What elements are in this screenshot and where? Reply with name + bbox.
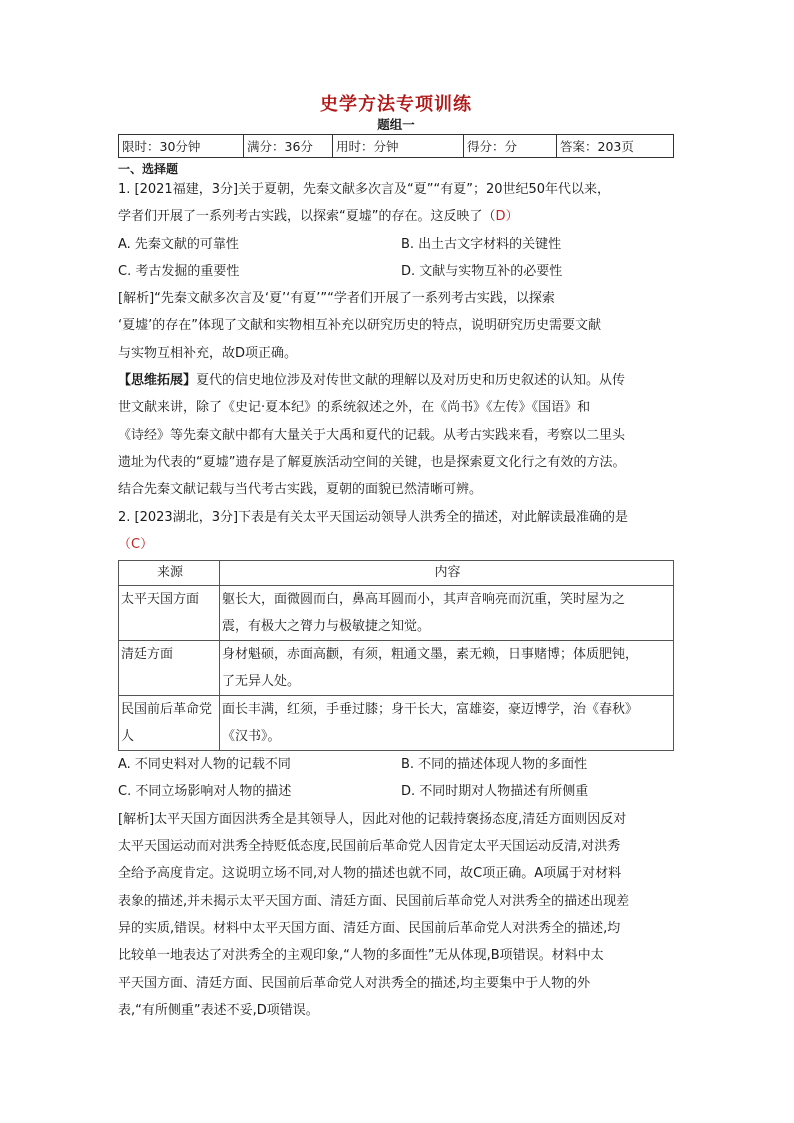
question-1 bbox=[118, 176, 674, 504]
row-source: 清廷方面 bbox=[119, 641, 220, 696]
row-source: 民国前后革命党 人 bbox=[119, 696, 220, 751]
q2-stem-line1: 2. [2023湖北，3分]下表是有关太平天国运动领导人洪秀全的描述，对此解读最准确的是 bbox=[118, 509, 629, 525]
table-header-content: 内容 bbox=[220, 561, 674, 586]
q1-analysis-line: ‘夏墟’的存在”体现了文献和实物相互补充以研究历史的特点，说明研究历史需要文献 bbox=[118, 318, 602, 334]
q1-answer: D bbox=[495, 209, 506, 225]
q2-analysis-line: 平天国方面、清廷方面、民国前后革命党人对洪秀全的描述,均主要集中于人物的外 bbox=[118, 975, 591, 991]
time-used-cell: 用时：分钟 bbox=[333, 135, 464, 158]
table-row bbox=[119, 586, 674, 641]
q2-option-c: C. 不同立场影响对人物的描述 bbox=[118, 784, 292, 800]
q1-options-row1 bbox=[118, 231, 674, 258]
q1-analysis-line: 与实物互相补充，故D项正确。 bbox=[118, 345, 298, 361]
q2-option-a: A. 不同史料对人物的记载不同 bbox=[118, 757, 291, 773]
full-score-cell: 满分：36分 bbox=[244, 135, 333, 158]
page-title: 史学方法专项训练 bbox=[320, 94, 472, 115]
q1-extension-line: 结合先秦文献记载与当代考古实践，夏朝的面貌已然清晰可辨。 bbox=[118, 482, 483, 498]
page-subtitle: 题组一 bbox=[377, 117, 415, 132]
extension-label: 【思维拓展】 bbox=[118, 373, 197, 389]
q1-extension-line: 《诗经》等先秦文献中都有大量关于大禹和夏代的记载。从考古实践来看，考察以二里头 bbox=[118, 427, 626, 443]
q2-analysis-line: 比较单一地表达了对洪秀全的主观印象,“人物的多面性”无从体现,B项错误。材料中太 bbox=[118, 948, 604, 964]
q2-analysis-line: 表象的描述,并未揭示太平天国方面、清廷方面、民国前后革命党人对洪秀全的描述出现差 bbox=[118, 893, 630, 909]
source-table bbox=[118, 560, 674, 751]
info-table bbox=[118, 134, 674, 158]
q2-analysis-line: 表,“有所侧重”表述不妥,D项错误。 bbox=[118, 1002, 319, 1018]
q1-option-a: A. 先秦文献的可靠性 bbox=[118, 236, 239, 252]
q2-analysis-line: [解析]太平天国方面因洪秀全是其领导人，因此对他的记载持褒扬态度,清廷方面则因反对 bbox=[118, 811, 627, 827]
row-content: 躯长大，面微圆而白，鼻高耳圆而小，其声音响亮而沉重，笑时屋为之 震，有极大之膂力与极敏捷之知觉。 bbox=[220, 586, 674, 641]
q2-options-row1 bbox=[118, 751, 674, 778]
question-2 bbox=[118, 504, 674, 1025]
q1-stem-line2: 学者们开展了一系列考古实践，以探索“夏墟”的存在。这反映了（D） bbox=[118, 209, 519, 225]
section-heading: 一、选择题 bbox=[118, 162, 179, 176]
q2-analysis-line: 全给予高度肯定。这说明立场不同,对人物的描述也就不同，故C项正确。A项属于对材料 bbox=[118, 866, 622, 882]
q1-extension-line: 【思维拓展】夏代的信史地位涉及对传世文献的理解以及对历史和历史叙述的认知。从传 bbox=[118, 373, 626, 389]
answer-page-cell: 答案：203页 bbox=[557, 135, 674, 158]
row-content: 身材魁硕，赤面高颧，有须，粗通文墨，素无赖，日事赌博；体质肥钝， 了无异人处。 bbox=[220, 641, 674, 696]
q2-options-row2 bbox=[118, 778, 674, 805]
time-limit-cell: 限时：30分钟 bbox=[119, 135, 244, 158]
q1-analysis-line: [解析]“先秦文献多次言及‘夏’‘有夏’”“学者们开展了一系列考古实践，以探索 bbox=[118, 291, 555, 307]
worksheet-page bbox=[118, 92, 674, 1024]
q2-option-d: D. 不同时期对人物描述有所侧重 bbox=[401, 784, 589, 800]
q1-stem-line1: 1. [2021福建，3分]关于夏朝，先秦文献多次言及“夏”“有夏”；20世纪50年代以来， bbox=[118, 182, 611, 197]
table-row bbox=[119, 641, 674, 696]
q1-option-b: B. 出土古文字材料的关键性 bbox=[401, 236, 562, 252]
q2-stem-line2: （C） bbox=[118, 536, 154, 552]
q2-answer: C bbox=[131, 536, 141, 552]
score-cell: 得分：分 bbox=[464, 135, 557, 158]
q1-option-d: D. 文献与实物互补的必要性 bbox=[401, 263, 563, 279]
q2-analysis-line: 太平天国运动而对洪秀全持贬低态度,民国前后革命党人因肯定太平天国运动反清,对洪秀 bbox=[118, 839, 621, 855]
q1-extension-line: 世文献来讲，除了《史记·夏本纪》的系统叙述之外，在《尚书》《左传》《国语》和 bbox=[118, 400, 591, 416]
table-header-source: 来源 bbox=[119, 561, 220, 586]
row-content: 面长丰满，红须，手垂过膝；身干长大，富雄姿，豪迈博学，治《春秋》 《汉书》。 bbox=[220, 696, 674, 751]
q2-option-b: B. 不同的描述体现人物的多面性 bbox=[401, 757, 588, 773]
row-source: 太平天国方面 bbox=[119, 586, 220, 641]
q1-options-row2 bbox=[118, 258, 674, 285]
table-row bbox=[119, 696, 674, 751]
q1-extension-line: 遗址为代表的“夏墟”遗存是了解夏族活动空间的关键，也是探索夏文化行之有效的方法。 bbox=[118, 454, 626, 470]
q2-analysis-line: 异的实质,错误。材料中太平天国方面、清廷方面、民国前后革命党人对洪秀全的描述,均 bbox=[118, 920, 621, 936]
q1-option-c: C. 考古发掘的重要性 bbox=[118, 263, 240, 279]
